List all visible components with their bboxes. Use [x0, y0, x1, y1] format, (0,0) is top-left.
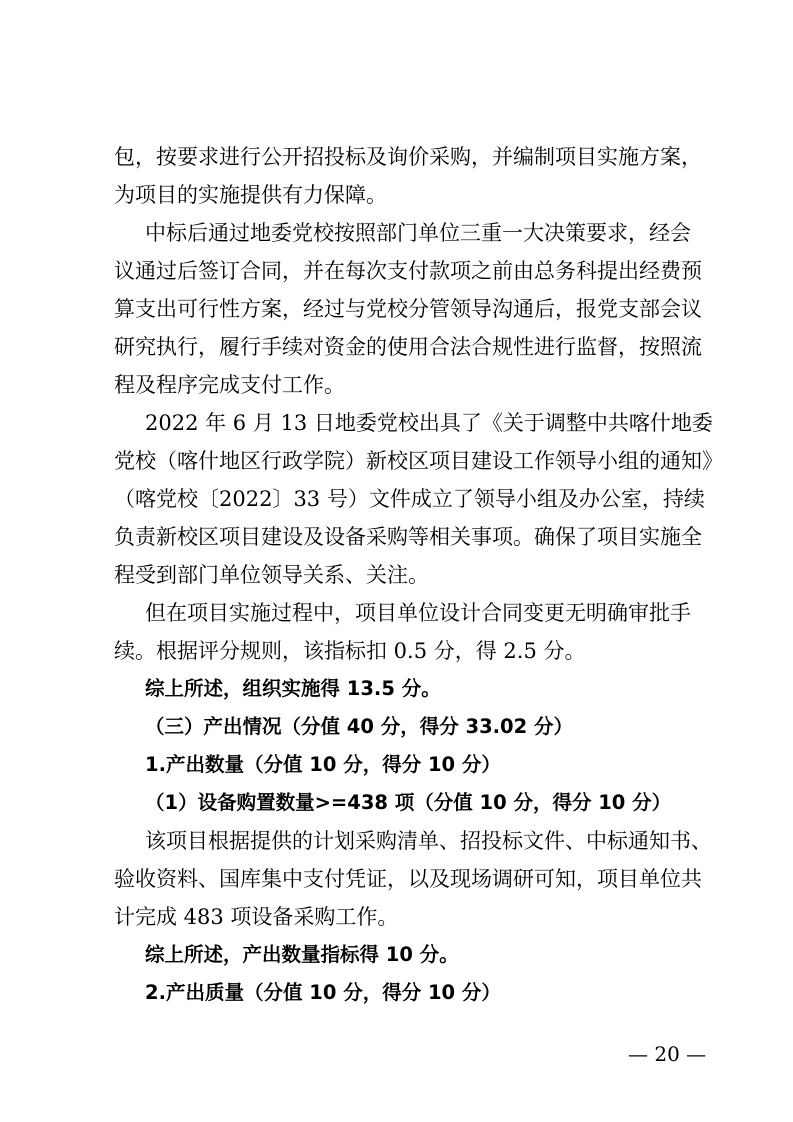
paragraph-line: 但在项目实施过程中，项目单位设计合同变更无明确审批手	[145, 601, 691, 625]
paragraph-line: 中标后通过地委党校按照部门单位三重一大决策要求，经会	[145, 221, 691, 245]
paragraph-line: 负责新校区项目建设及设备采购等相关事项。确保了项目实施全	[114, 525, 702, 549]
page-number: — 20 —	[628, 1042, 707, 1066]
subsection-heading-output-quantity: 1.产出数量（分值 10 分，得分 10 分）	[145, 753, 501, 776]
paragraph-line: 计完成 483 项设备采购工作。	[114, 905, 399, 929]
paragraph-line: 算支出可行性方案，经过与党校分管领导沟通后，报党支部会议	[114, 297, 702, 321]
section-heading-output: （三）产出情况（分值 40 分，得分 33.02 分）	[145, 715, 573, 738]
paragraph-line: 程受到部门单位领导关系、关注。	[114, 563, 429, 587]
subsection-heading-output-quality: 2.产出质量（分值 10 分，得分 10 分）	[145, 981, 501, 1004]
paragraph-line: 议通过后签订合同，并在每次支付款项之前由总务科提出经费预	[114, 259, 702, 283]
summary-output-quantity: 综上所述，产出数量指标得 10 分。	[145, 943, 459, 966]
paragraph-line: 包，按要求进行公开招投标及询价采购，并编制项目实施方案，	[114, 145, 702, 169]
summary-organization: 综上所述，组织实施得 13.5 分。	[145, 677, 441, 700]
paragraph-line: 程及程序完成支付工作。	[114, 373, 345, 397]
paragraph-line: （喀党校〔2022〕33 号）文件成立了领导小组及办公室，持续	[114, 487, 705, 511]
indicator-heading-equipment: （1）设备购置数量>=438 项（分值 10 分，得分 10 分）	[145, 791, 672, 814]
paragraph-line: 研究执行，履行手续对资金的使用合法合规性进行监督，按照流	[114, 335, 702, 359]
paragraph-line: 验收资料、国库集中支付凭证，以及现场调研可知，项目单位共	[114, 867, 702, 891]
paragraph-line: 为项目的实施提供有力保障。	[114, 183, 387, 207]
paragraph-line: 党校（喀什地区行政学院）新校区项目建设工作领导小组的通知》	[114, 449, 723, 473]
paragraph-line: 该项目根据提供的计划采购清单、招投标文件、中标通知书、	[145, 829, 712, 853]
paragraph-line: 续。根据评分规则，该指标扣 0.5 分，得 2.5 分。	[114, 639, 586, 663]
paragraph-line: 2022 年 6 月 13 日地委党校出具了《关于调整中共喀什地委	[145, 411, 713, 435]
